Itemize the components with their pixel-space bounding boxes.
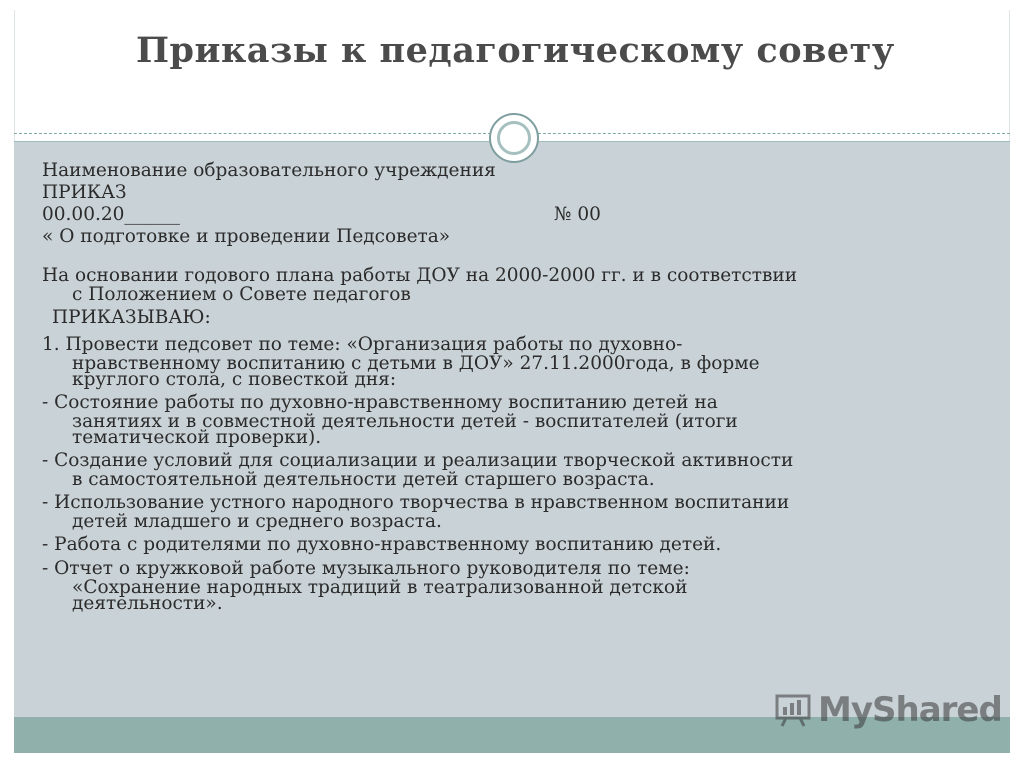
basis-line-1: На основании годового плана работы ДОУ на 2000-2000 гг. и в соответствии [42, 265, 798, 286]
agenda2-line-2: в самостоятельной деятельности детей старшего возраста. [72, 469, 655, 490]
order-subject: « О подготовке и проведении Педсовета» [42, 226, 451, 247]
agenda1-line-2: занятиях и в совместной деятельности детей - воспитателей (итоги [72, 411, 738, 432]
agenda3-line-2: детей младшего и среднего возраста. [72, 511, 442, 532]
doc-type: ПРИКАЗ [42, 182, 127, 203]
ring-ornament-icon [489, 113, 539, 163]
page-title: Приказы к педагогическому совету [136, 30, 895, 71]
order-date: 00.00.20______ [42, 204, 180, 225]
item1-line-3: круглого стола, с повесткой дня: [72, 369, 397, 390]
agenda2-line-1: - Создание условий для социализации и реализации творческой активности [42, 450, 794, 471]
agenda5-line-3: деятельности». [72, 593, 223, 614]
agenda5-line-2: «Сохранение народных традиций в театрализованной детской [72, 577, 688, 598]
item1-line-1: 1. Провести педсовет по теме: «Организация работы по духовно- [42, 334, 683, 355]
watermark-brand: MyShared [818, 690, 1002, 730]
agenda4-line-1: - Работа с родителями по духовно-нравственному воспитанию детей. [42, 534, 722, 555]
item1-line-2: нравственному воспитанию с детьми в ДОУ» 27.11.2000года, в форме [72, 353, 760, 374]
date-number-row [42, 204, 992, 226]
agenda1-line-1: - Состояние работы по духовно-нравственному воспитанию детей на [42, 392, 718, 413]
order-number: № 00 [554, 204, 601, 225]
agenda3-line-1: - Использование устного народного творчества в нравственном воспитании [42, 492, 790, 513]
institution-name: Наименование образовательного учреждения [42, 160, 496, 181]
presentation-board-icon [774, 692, 812, 728]
basis-line-2: с Положением о Совете педагогов [72, 284, 411, 305]
watermark-logo [774, 688, 1002, 732]
directive: ПРИКАЗЫВАЮ: [52, 307, 211, 328]
agenda5-line-1: - Отчет о кружковой работе музыкального руководителя по теме: [42, 558, 690, 579]
agenda1-line-3: тематической проверки). [72, 427, 322, 448]
order-document [42, 160, 992, 612]
